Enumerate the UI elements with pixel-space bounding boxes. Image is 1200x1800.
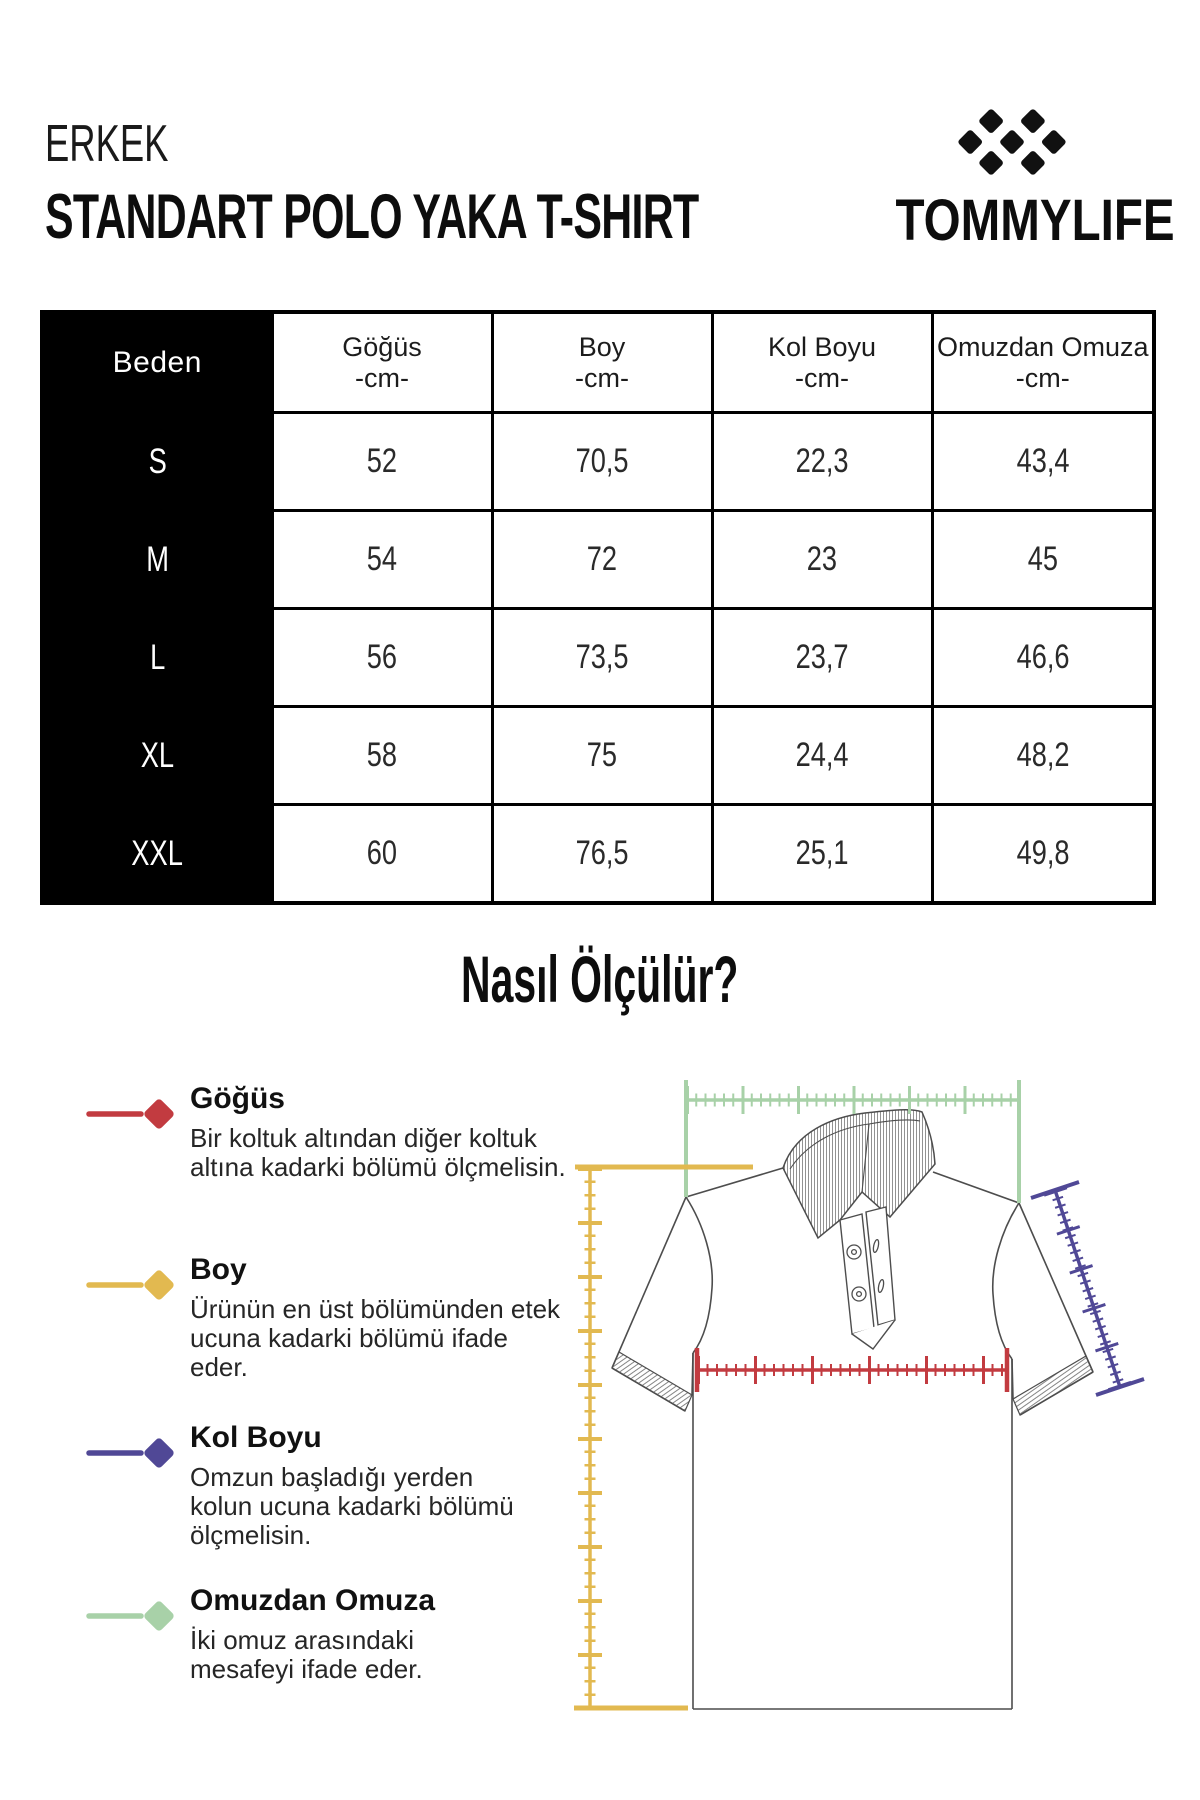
polo-shirt-measurement-diagram — [540, 1020, 1160, 1780]
corner-header: Beden — [42, 312, 272, 413]
legend-description: Ürünün en üst bölümünden etek ucuna kadarki bölümü ifade eder. — [190, 1294, 561, 1382]
size-table — [40, 310, 1156, 905]
how-to-measure-heading: Nasıl Ölçülür? — [461, 942, 739, 1016]
legend-description: Bir koltuk altından diğer koltuk altına kadarki bölümü ölçmelisin. — [190, 1123, 566, 1182]
page-title: STANDART POLO YAKA T-SHIRT — [45, 182, 699, 252]
tommylife-diamonds-logo-icon — [947, 100, 1077, 184]
right-cuff — [1013, 1356, 1093, 1415]
legend-title: Göğüs — [190, 1082, 285, 1115]
table-header-row — [42, 312, 1154, 413]
value-cell: 54 — [272, 511, 492, 609]
value-cell: 23 — [712, 511, 932, 609]
value-cell: 49,8 — [932, 805, 1154, 904]
table-row — [42, 707, 1154, 805]
brand-name: TOMMYLIFE — [895, 188, 1175, 253]
value-cell: 48,2 — [932, 707, 1154, 805]
size-label: XXL — [42, 805, 272, 904]
value-cell: 56 — [272, 609, 492, 707]
value-cell: 75 — [492, 707, 712, 805]
column-header: Göğüs -cm- — [272, 312, 492, 413]
title-block — [45, 115, 1006, 252]
sleeve-diamond-icon — [85, 1423, 195, 1483]
shoulder-diamond-icon — [85, 1586, 195, 1646]
column-header: Omuzdan Omuza -cm- — [932, 312, 1154, 413]
value-cell: 58 — [272, 707, 492, 805]
table-row — [42, 511, 1154, 609]
ruler-gogus — [697, 1348, 1007, 1392]
size-label: XL — [42, 707, 272, 805]
placket — [840, 1207, 895, 1349]
category-title: ERKEK — [45, 115, 169, 173]
length-diamond-icon — [85, 1255, 195, 1315]
value-cell: 43,4 — [932, 413, 1154, 511]
column-header: Boy -cm- — [492, 312, 712, 413]
value-cell: 24,4 — [712, 707, 932, 805]
table-row — [42, 413, 1154, 511]
value-cell: 25,1 — [712, 805, 932, 904]
value-cell: 60 — [272, 805, 492, 904]
size-label: S — [42, 413, 272, 511]
value-cell: 52 — [272, 413, 492, 511]
brand-block — [870, 100, 1175, 253]
value-cell: 23,7 — [712, 609, 932, 707]
legend-title: Omuzdan Omuza — [190, 1584, 436, 1617]
legend-title: Kol Boyu — [190, 1421, 322, 1454]
chest-diamond-icon — [85, 1084, 195, 1144]
value-cell: 73,5 — [492, 609, 712, 707]
legend-description: Omzun başladığı yerden kolun ucuna kadarki bölümü ölçmelisin. — [190, 1462, 514, 1550]
size-label: M — [42, 511, 272, 609]
left-cuff — [612, 1352, 692, 1411]
value-cell: 70,5 — [492, 413, 712, 511]
value-cell: 76,5 — [492, 805, 712, 904]
legend-title: Boy — [190, 1253, 247, 1286]
legend-description: İki omuz arasındaki mesafeyi ifade eder. — [190, 1625, 423, 1684]
value-cell: 72 — [492, 511, 712, 609]
table-row — [42, 805, 1154, 904]
table-row — [42, 609, 1154, 707]
column-header: Kol Boyu -cm- — [712, 312, 932, 413]
size-label: L — [42, 609, 272, 707]
value-cell: 46,6 — [932, 609, 1154, 707]
value-cell: 22,3 — [712, 413, 932, 511]
value-cell: 45 — [932, 511, 1154, 609]
